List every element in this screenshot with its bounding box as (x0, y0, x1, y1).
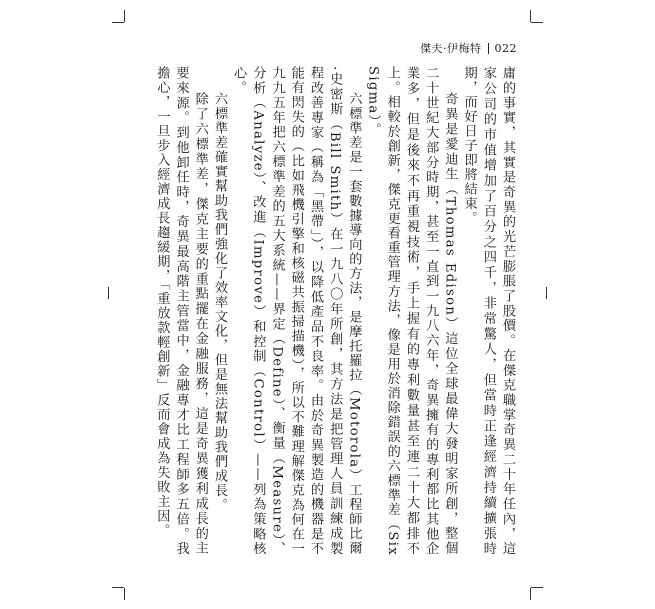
crop-mark-bottom-right (531, 587, 543, 588)
body-text (152, 66, 517, 556)
crop-mark-mid-left (108, 287, 109, 299)
crop-mark-top-left-v (124, 10, 125, 22)
paragraph-3: 六標準差是一套數據導向的方法，是摩托羅拉（Motorola）工程師比爾·史密斯（Bill Smith）在一九八〇年所創，其方法是把管理人員訓練成製程改善專家（稱為「黑帶」），以降低產品不良率。由於奇異製造的機器是不能有閃失的（比如飛機引擎和核磁共振掃描機），所以不難理解傑克為何在一九九五年把六標準差的五大系統——界定（Define）、衡量（Measure）、分析（Analyze）、改進（Improve）和控制（Control）——列為策略核心。 (231, 66, 362, 556)
page-number: 022 (494, 41, 517, 55)
paragraph-1: 庸的事實，其實是奇異的光芒膨脹了股價。在傑克職掌奇異二十年任內，這家公司的市值增加了百分之四千，非常驚人，但當時正逢經濟持續擴張時期，而好日子即將結束。 (461, 66, 515, 556)
running-title: 傑夫·伊梅特 (420, 42, 482, 55)
crop-mark-top-right (531, 22, 543, 23)
paragraph-2: 奇異是愛迪生（Thomas Edison）這位全球最偉大發明家所創，整個二十世紀大部分時期，甚至一直到一九八六年，奇異擁有的專利都比其他企業多，但是後來不再重視技術，手上握有的專利數量甚至連二十大都排不上。相較於創新，傑克更看重管理方法，像是用於消除錯誤的六標準差（Six Sigma）。 (365, 66, 458, 556)
paragraph-5: 除了六標準差，傑克主要的重點擺在金融服務，這是奇異獲利成長的主要來源。到他卸任時，奇異最高階主管當中，金融專才比工程師多五倍。我擔心，一旦步入經濟成長趨緩期，「重放款輕創新」反而會成為失敗主因。 (154, 66, 208, 556)
paragraph-4: 六標準差確實幫助我們強化了效率文化，但是無法幫助我們成長。 (211, 92, 227, 513)
crop-mark-bottom-right-v (530, 588, 531, 600)
crop-mark-top-right-v (530, 10, 531, 22)
crop-mark-top-left (112, 22, 124, 23)
crop-mark-mid-right (546, 287, 547, 299)
running-header (420, 40, 517, 56)
header-divider (488, 43, 489, 54)
crop-mark-bottom-left-v (124, 588, 125, 600)
crop-mark-bottom-left (112, 587, 124, 588)
